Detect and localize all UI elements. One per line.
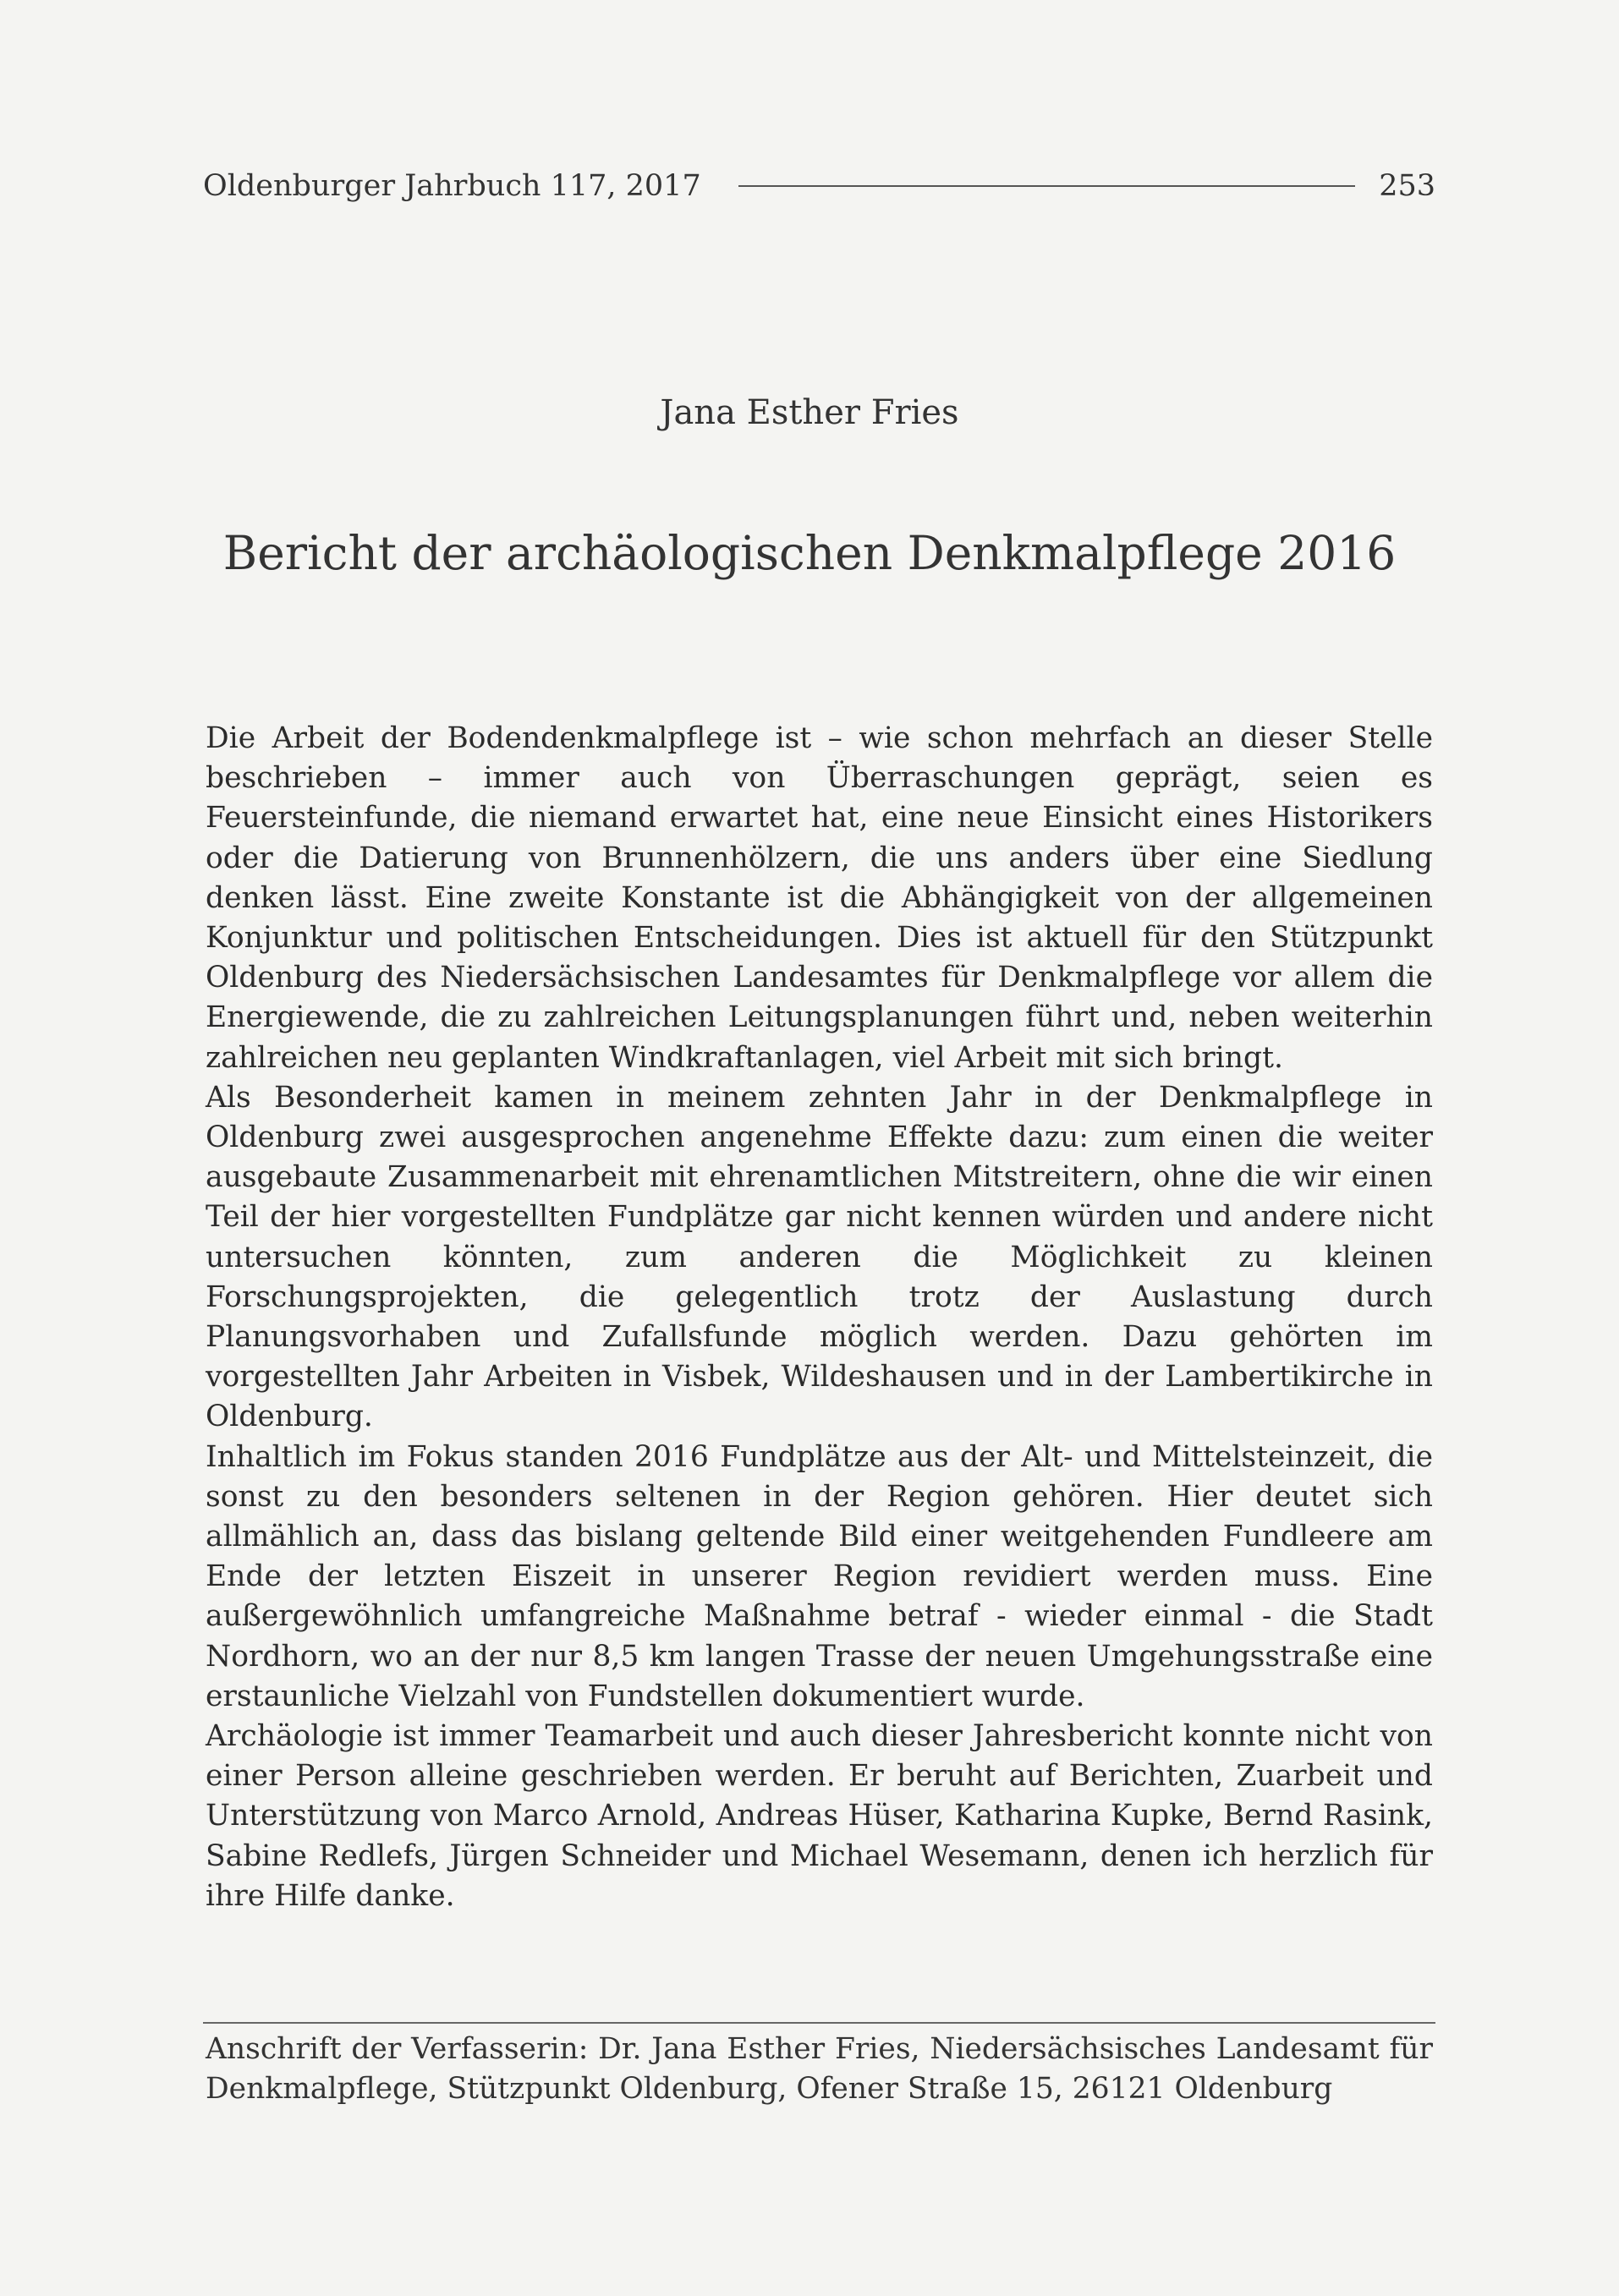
article-author: Jana Esther Fries [660, 393, 959, 432]
paragraph-acknowledgements: Archäologie ist immer Teamarbeit und auch dieser Jahresbericht konnte nicht von einer Person alleine geschrieben werden. Er beruht auf Berichten, Zuarbeit und Unterstützung von Marco Arnold, Andreas Hüser, Katharina Kupke, Bernd Rasink, Sabine Redlefs, Jürgen Schneider und Michael Wesemann, denen ich herzlich für ihre Hilfe danke. [206, 1719, 1433, 1913]
article-body [206, 719, 1433, 1916]
page-number: 253 [1379, 169, 1435, 203]
paragraph-intro: Die Arbeit der Bodendenkmalpflege ist – wie schon mehrfach an dieser Stelle beschrieben – immer auch von Überraschungen geprägt, seien es Feuersteinfunde, die niemand erwartet hat, eine neue Einsicht eines Historikers oder die Datierung von Brunnenhölzern, die uns anders über eine Siedlung denken lässt. Eine zweite Konstante ist die Abhängigkeit von der allgemeinen Konjunktur und politischen Entscheidungen. Dies ist aktuell für den Stützpunkt Oldenburg des Niedersächsischen Landesamtes für Denkmalpflege vor allem die Energiewende, die zu zahlreichen Leitungsplanungen führt und, neben weiterhin zahlreichen neu geplanten Windkraftanlagen, viel Arbeit mit sich bringt. [206, 721, 1433, 1075]
paragraph-focus: Inhaltlich im Fokus standen 2016 Fundplätze aus der Alt- und Mittelsteinzeit, die sonst zu den besonders seltenen in der Region gehören. Hier deutet sich allmählich an, dass das bislang geltende Bild einer weitgehenden Fundleere am Ende der letzten Eiszeit in unserer Region revidiert werden muss. Eine außergewöhnlich umfangreiche Maßnahme betraf - wieder einmal - die Stadt Nordhorn, wo an der nur 8,5 km langen Trasse der neuen Umgehungsstraße eine erstaunliche Vielzahl von Fundstellen dokumentiert wurde. [206, 1439, 1433, 1713]
journal-title: Oldenburger Jahrbuch 117, 2017 [203, 169, 701, 203]
article-title: Bericht der archäologischen Denkmalpflege 2016 [222, 526, 1397, 580]
author-address-footnote: Anschrift der Verfasserin: Dr. Jana Esther Fries, Niedersächsisches Landesamt für Denkmalpflege, Stützpunkt Oldenburg, Ofener Straße 15, 26121 Oldenburg [206, 2032, 1433, 2106]
running-header [203, 161, 1435, 211]
footnote-rule [203, 2022, 1435, 2024]
header-rule [738, 185, 1355, 187]
paragraph-special-effects: Als Besonderheit kamen in meinem zehnten Jahr in der Denkmalpflege in Oldenburg zwei ausgesprochen angenehme Effekte dazu: zum einen die weiter ausgebaute Zusammenarbeit mit ehrenamtlichen Mitstreitern, ohne die wir einen Teil der hier vorgestellten Fundplätze gar nicht kennen würden und andere nicht untersuchen könnten, zum anderen die Möglichkeit zu kleinen Forschungsprojekten, die gelegentlich trotz der Auslastung durch Planungsvorhaben und Zufallsfunde möglich werden. Dazu gehörten im vorgestellten Jahr Arbeiten in Visbek, Wildeshausen und in der Lambertikirche in Oldenburg. [206, 1080, 1433, 1434]
